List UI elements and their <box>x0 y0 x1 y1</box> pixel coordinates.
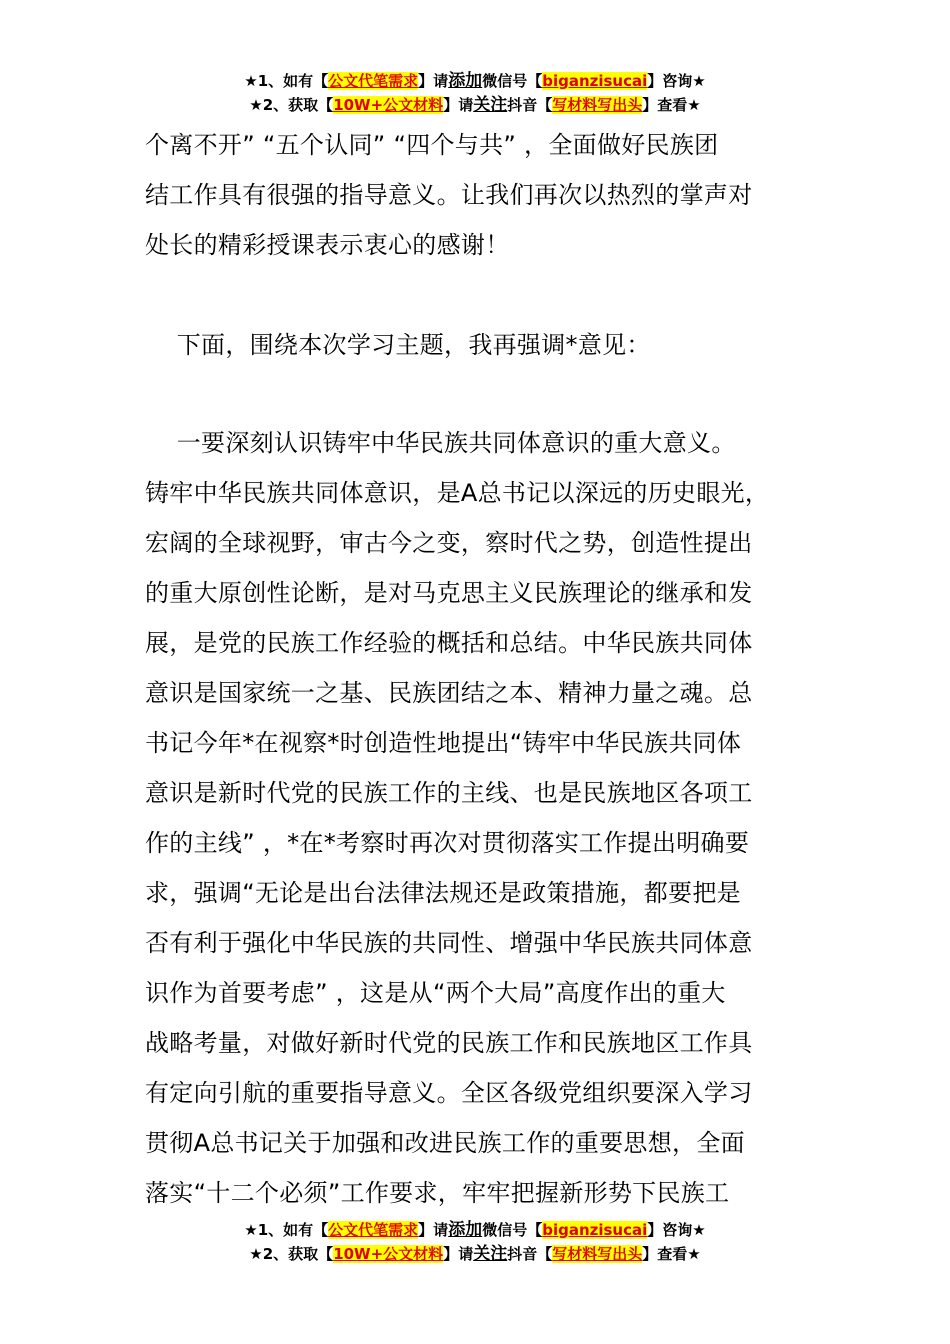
banner-text: 】咨询★ <box>647 1221 706 1239</box>
banner-text: 】咨询★ <box>647 72 706 90</box>
text-line: 铸牢中华民族共同体意识，是A总书记以深远的历史眼光， <box>145 479 770 507</box>
footer-banner-line-2 <box>0 1242 950 1266</box>
banner-highlight: biganzisucai <box>542 1221 648 1239</box>
banner-text: 】请 <box>418 1221 449 1239</box>
banner-underlined: 添加 <box>448 71 483 91</box>
footer-banner-line-1 <box>0 1218 950 1242</box>
banner-text: 】请 <box>443 96 474 114</box>
text-line: 的重大原创性论断，是对马克思主义民族理论的继承和发 <box>145 579 753 607</box>
text-line: 书记今年*在视察*时创造性地提出“铸牢中华民族共同体 <box>145 729 742 757</box>
banner-text: 微信号【 <box>482 1221 543 1239</box>
header-banner-line-2 <box>0 93 950 117</box>
banner-text: 】请 <box>443 1245 474 1263</box>
text-line: 结工作具有很强的指导意义。让我们再次以热烈的掌声对 <box>145 181 753 209</box>
banner-text: ★1、如有【 <box>244 72 329 90</box>
text-line: 识作为首要考虑” ，这是从“两个大局”高度作出的重大 <box>145 979 726 1007</box>
banner-highlight: 写材料写出头 <box>552 1245 643 1263</box>
text-line: 一要深刻认识铸牢中华民族共同体意识的重大意义。 <box>145 429 736 457</box>
banner-text: 抖音【 <box>507 1245 553 1263</box>
header-banner-line-1 <box>0 69 950 93</box>
banner-text: ★2、获取【 <box>249 1245 334 1263</box>
banner-underlined: 关注 <box>473 95 508 115</box>
banner-text: 】查看★ <box>642 96 701 114</box>
banner-highlight: 10W+公文材料 <box>333 1245 444 1263</box>
banner-underlined: 关注 <box>473 1244 508 1264</box>
banner-text: 】查看★ <box>642 1245 701 1263</box>
banner-text: ★1、如有【 <box>244 1221 329 1239</box>
text-line: 意识是国家统一之基、民族团结之本、精神力量之魂。总 <box>145 679 753 707</box>
banner-text: 】请 <box>418 72 449 90</box>
text-line: 展，是党的民族工作经验的概括和总结。中华民族共同体 <box>145 629 753 657</box>
text-line: 下面，围绕本次学习主题，我再强调*意见： <box>145 331 651 359</box>
text-line: 落实“十二个必须”工作要求，牢牢把握新形势下民族工 <box>145 1179 730 1207</box>
banner-text: 微信号【 <box>482 72 543 90</box>
text-line: 有定向引航的重要指导意义。全区各级党组织要深入学习 <box>145 1079 753 1107</box>
banner-highlight: 写材料写出头 <box>552 96 643 114</box>
text-line: 否有利于强化中华民族的共同性、增强中华民族共同体意 <box>145 929 753 957</box>
text-line: 处长的精彩授课表示衷心的感谢！ <box>145 231 510 259</box>
text-line: 战略考量，对做好新时代党的民族工作和民族地区工作具 <box>145 1029 753 1057</box>
banner-highlight: biganzisucai <box>542 72 648 90</box>
text-line: 个离不开” “五个认同” “四个与共” ，全面做好民族团 <box>145 131 719 159</box>
banner-text: ★2、获取【 <box>249 96 334 114</box>
text-line: 意识是新时代党的民族工作的主线、也是民族地区各项工 <box>145 779 753 807</box>
text-line: 宏阔的全球视野，审古今之变，察时代之势，创造性提出 <box>145 529 753 557</box>
banner-highlight: 公文代笔需求 <box>328 72 419 90</box>
text-line: 作的主线” ，*在*考察时再次对贯彻落实工作提出明确要 <box>145 829 750 857</box>
banner-underlined: 添加 <box>448 1220 483 1240</box>
banner-highlight: 公文代笔需求 <box>328 1221 419 1239</box>
text-line: 贯彻A总书记关于加强和改进民族工作的重要思想，全面 <box>145 1129 745 1157</box>
text-line: 求，强调“无论是出台法律法规还是政策措施，都要把是 <box>145 879 741 907</box>
banner-text: 抖音【 <box>507 96 553 114</box>
banner-highlight: 10W+公文材料 <box>333 96 444 114</box>
